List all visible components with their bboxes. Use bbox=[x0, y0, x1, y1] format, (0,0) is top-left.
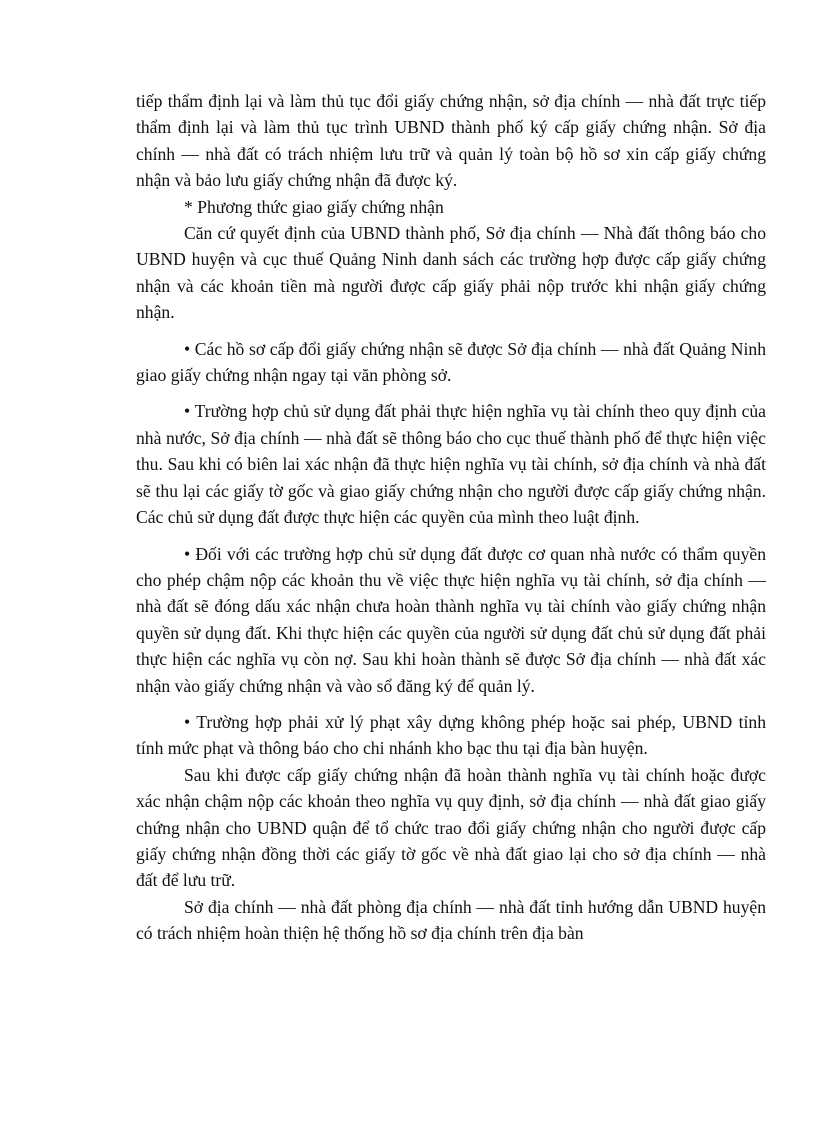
document-body bbox=[136, 88, 766, 947]
bullet-item: • Đối với các trường hợp chủ sử dụng đất được cơ quan nhà nước có thẩm quyền cho phép chậm nộp các khoản thu về việc thực hiện nghĩa vụ tài chính, sở địa chính — nhà đất sẽ đóng dấu xác nhận chưa hoàn thành nghĩa vụ tài chính vào giấy chứng nhận quyền sử dụng đất. Khi thực hiện các quyền của người sử dụng đất chủ sử dụng đất phải thực hiện các nghĩa vụ còn nợ. Sau khi hoàn thành sẽ được Sở địa chính — nhà đất xác nhận vào giấy chứng nhận và vào sổ đăng ký để quản lý. bbox=[136, 543, 766, 696]
paragraph: Sở địa chính — nhà đất phòng địa chính — nhà đất tỉnh hướng dẫn UBND huyện có trách nhiệm hoàn thiện hệ thống hồ sơ địa chính trên địa bàn bbox=[136, 896, 766, 944]
bullet-item: • Trường hợp phải xử lý phạt xây dựng không phép hoặc sai phép, UBND tỉnh tính mức phạt và thông báo cho chi nhánh kho bạc thu tại địa bàn huyện. bbox=[136, 711, 766, 759]
paragraph: Căn cứ quyết định của UBND thành phố, Sở địa chính — Nhà đất thông báo cho UBND huyện và cục thuế Quảng Ninh danh sách các trường hợp được cấp giấy chứng nhận và các khoản tiền mà người được cấp giấy phải nộp trước khi nhận giấy chứng nhận. bbox=[136, 223, 766, 323]
section-heading: * Phương thức giao giấy chứng nhận bbox=[184, 196, 444, 217]
paragraph-continuation: tiếp thẩm định lại và làm thủ tục đổi giấy chứng nhận, sở địa chính — nhà đất trực tiếp thẩm định lại và làm thủ tục trình UBND thành phố ký cấp giấy chứng nhận. Sở địa chính — nhà đất có trách nhiệm lưu trữ và quản lý toàn bộ hồ sơ xin cấp giấy chứng nhận và bảo lưu giấy chứng nhận đã được ký. bbox=[136, 91, 766, 191]
bullet-item: • Trường hợp chủ sử dụng đất phải thực hiện nghĩa vụ tài chính theo quy định của nhà nước, Sở địa chính — nhà đất sẽ thông báo cho cục thuế thành phố để thực hiện việc thu. Sau khi có biên lai xác nhận đã thực hiện nghĩa vụ tài chính, sở địa chính và nhà đất sẽ thu lại các giấy tờ gốc và giao giấy chứng nhận cho người được cấp giấy chứng nhận. Các chủ sử dụng đất được thực hiện các quyền của mình theo luật định. bbox=[136, 401, 766, 528]
paragraph: Sau khi được cấp giấy chứng nhận đã hoàn thành nghĩa vụ tài chính hoặc được xác nhận chậm nộp các khoản theo nghĩa vụ quy định, sở địa chính — nhà đất giao giấy chứng nhận cho UBND quận để tổ chức trao đổi giấy chứng nhận cho người được cấp giấy chứng nhận đồng thời các giấy tờ gốc về nhà đất giao lại cho sở địa chính — nhà đất để lưu trữ. bbox=[136, 764, 766, 891]
bullet-item: • Các hồ sơ cấp đổi giấy chứng nhận sẽ được Sở địa chính — nhà đất Quảng Ninh giao giấy chứng nhận ngay tại văn phòng sở. bbox=[136, 338, 766, 386]
